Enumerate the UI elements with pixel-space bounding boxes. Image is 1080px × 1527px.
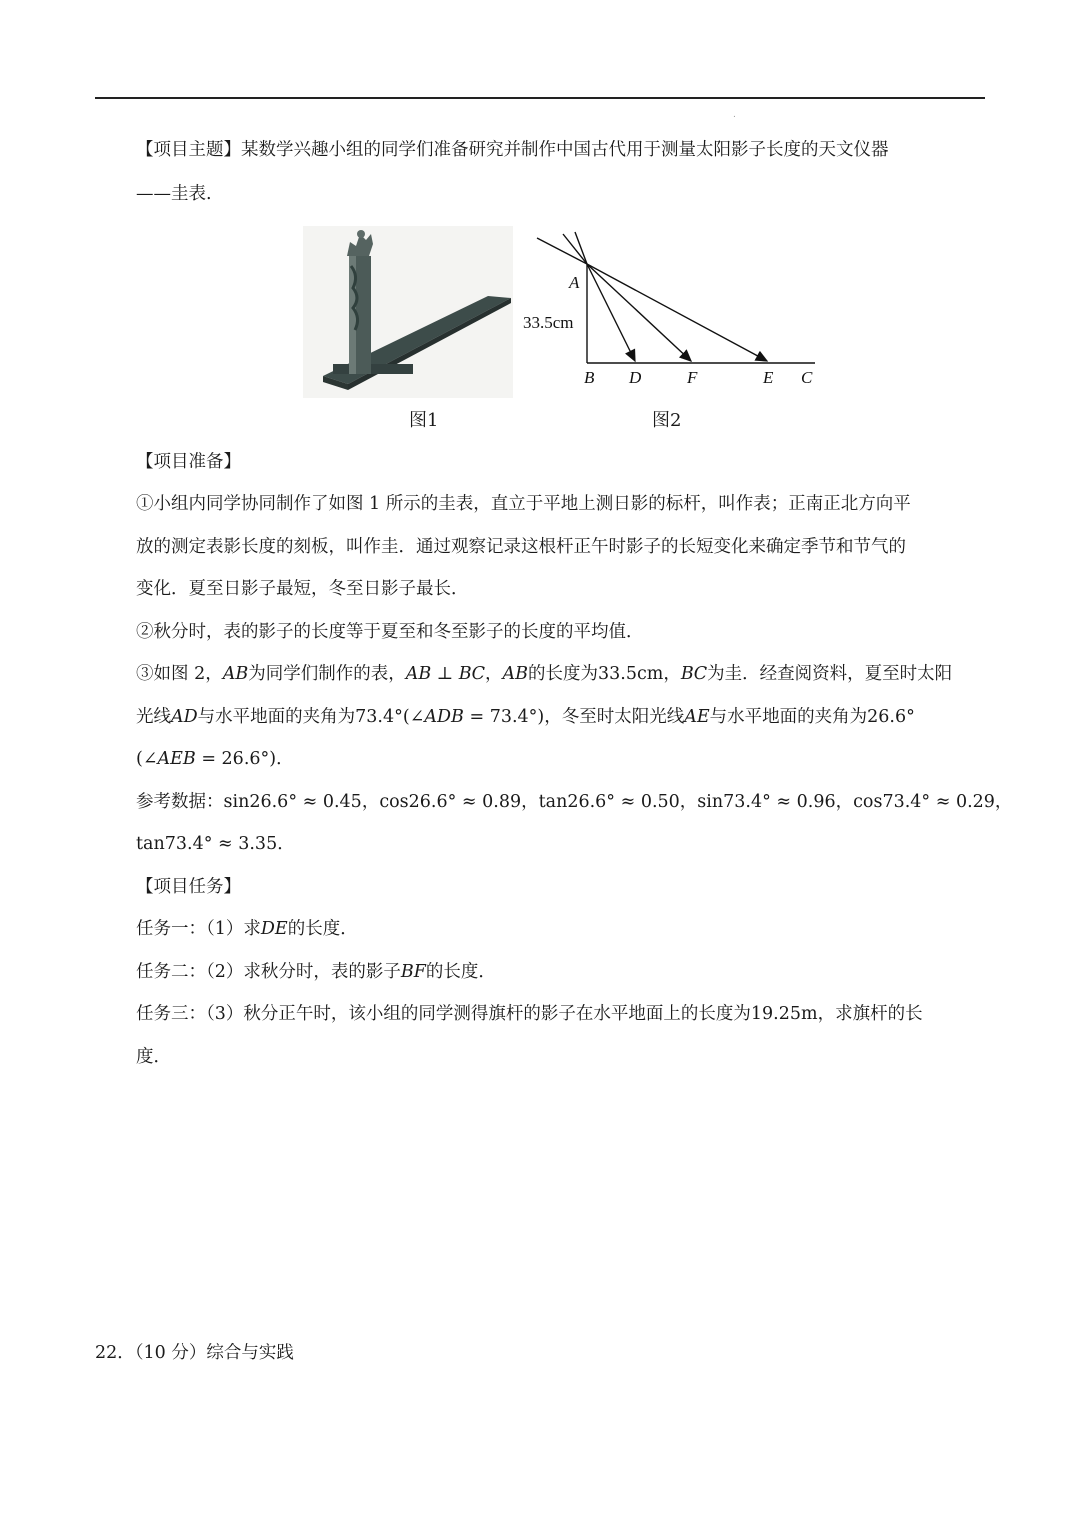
reference-data-line1: 参考数据：sin26.6° ≈ 0.45，cos26.6° ≈ 0.89，tan26.6° ≈ 0.50，sin73.4° ≈ 0.96，cos73.4° ≈ 0.29， <box>136 792 1013 812</box>
tasks-title: 【项目任务】 <box>136 877 241 897</box>
reference-data-line2: tan73.4° ≈ 3.35． <box>136 834 295 854</box>
label-measure: 33.5cm <box>523 313 574 332</box>
ray-AD <box>587 264 635 361</box>
task-3-line2: 度． <box>136 1047 171 1067</box>
label-C: C <box>801 368 813 387</box>
theme-heading-cont: ——圭表. <box>136 184 212 204</box>
ray-extension-AF <box>563 234 587 264</box>
ray-AF <box>587 264 691 361</box>
header-rule <box>95 97 985 99</box>
geometry-diagram <box>515 226 825 396</box>
prep-p1-line3: 变化．夏至日影子最短，冬至日影子最长． <box>136 579 469 599</box>
prep-p3-line1: ③如图 2，𝐴𝐵为同学们制作的表，𝐴𝐵 ⊥ 𝐵𝐶，𝐴𝐵的长度为33.5cm，𝐵𝐶为圭．经查阅资料，夏至时太阳 <box>136 664 953 684</box>
stray-mark: . <box>733 110 736 120</box>
next-question-heading: 22．（10 分）综合与实践 <box>95 1343 294 1363</box>
label-F: F <box>687 368 698 387</box>
prep-p1-line2: 放的测定表影长度的刻板，叫作圭．通过观察记录这根杆正午时影子的长短变化来确定季节和节气的 <box>136 537 906 557</box>
prep-p2: ②秋分时，表的影子的长度等于夏至和冬至影子的长度的平均值． <box>136 622 644 642</box>
prep-p3-line2: 光线𝐴𝐷与水平地面的夹角为73.4°(∠𝐴𝐷𝐵 = 73.4°)，冬至时太阳光线𝐴𝐸与水平地面的夹角为26.6° <box>136 707 915 727</box>
ray-AE <box>587 264 767 361</box>
label-D: D <box>629 368 642 387</box>
task-2: 任务二：（2）求秋分时，表的影子𝐵𝐹的长度． <box>136 962 496 982</box>
fig1-caption: 图1 <box>409 410 439 431</box>
label-E: E <box>763 368 774 387</box>
task-1: 任务一：（1）求𝐷𝐸的长度． <box>136 919 358 939</box>
prep-title: 【项目准备】 <box>136 452 241 472</box>
fig2-caption: 图2 <box>652 410 682 431</box>
theme-heading: 【项目主题】某数学兴趣小组的同学们准备研究并制作中国古代用于测量太阳影子长度的天文仪器 <box>136 140 889 160</box>
label-A: A <box>569 273 580 292</box>
gnomon-photo-figure <box>303 226 513 398</box>
prep-p3-line3: (∠𝐴𝐸𝐵 = 26.6°)． <box>136 749 294 769</box>
ray-extension-AE <box>537 238 587 264</box>
task-3-line1: 任务三：（3）秋分正午时，该小组的同学测得旗杆的影子在水平地面上的长度为19.25m，求旗杆的长 <box>136 1004 923 1024</box>
label-B: B <box>584 368 595 387</box>
prep-p1-line1: ①小组内同学协同制作了如图 1 所示的圭表，直立于平地上测日影的标杆，叫作表；正南正北方向平 <box>136 494 911 514</box>
